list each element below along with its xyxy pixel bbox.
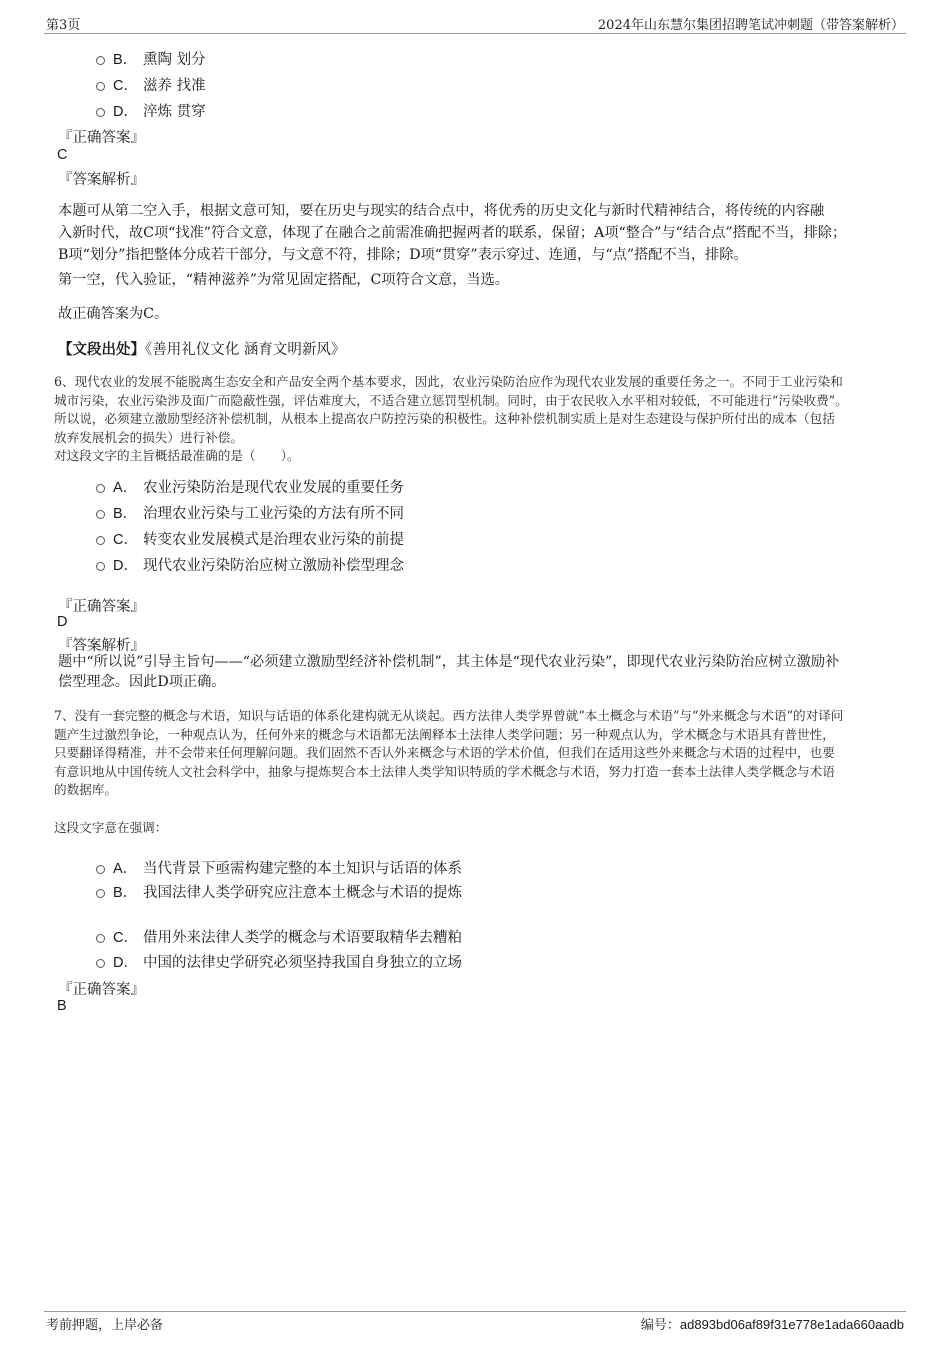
option-text: 中国的法律史学研究必须坚持我国自身独立的立场 bbox=[143, 955, 462, 971]
q5-option-b[interactable] bbox=[96, 48, 206, 69]
text-line: 有意识地从中国传统人文社会科学中，抽象与提炼契合本土法律人类学知识特质的学术概念与术语，努力打造一套本土法律人类学概念与术语 bbox=[54, 763, 835, 779]
q6-answer: D bbox=[57, 614, 68, 630]
q5-answer-label: 『正确答案』 bbox=[58, 130, 145, 146]
q5-analysis-label: 『答案解析』 bbox=[58, 172, 145, 188]
option-letter: C． bbox=[113, 532, 138, 548]
option-text: 转变农业发展模式是治理农业污染的前提 bbox=[143, 532, 404, 548]
option-letter: A． bbox=[113, 480, 138, 496]
option-text: 熏陶 划分 bbox=[143, 52, 206, 68]
radio-icon[interactable] bbox=[96, 484, 105, 493]
radio-icon[interactable] bbox=[96, 510, 105, 519]
q5-analysis-paragraph-2: 第一空，代入验证，“精神滋养”为常见固定搭配，C项符合文意，当选。 bbox=[58, 272, 509, 288]
q7-option-c[interactable] bbox=[96, 926, 462, 947]
q7-option-d[interactable] bbox=[96, 951, 462, 972]
option-text: 现代农业污染防治应树立激励补偿型理念 bbox=[143, 558, 404, 574]
q5-option-d[interactable] bbox=[96, 100, 206, 121]
q5-analysis-paragraph-3: 故正确答案为C。 bbox=[58, 306, 169, 322]
q5-option-c[interactable] bbox=[96, 74, 206, 95]
q5-answer: C bbox=[57, 147, 68, 163]
q6-analysis bbox=[58, 652, 898, 692]
code-value: ad893bd06af89f31e778e1ada660aadb bbox=[679, 1317, 904, 1332]
radio-icon[interactable] bbox=[96, 108, 105, 117]
option-letter: B． bbox=[113, 506, 138, 522]
text-line: 本题可从第二空入手，根据文意可知，要在历史与现实的结合点中，将优秀的历史文化与新时代精神结合，将传统的内容融 bbox=[58, 203, 825, 219]
radio-icon[interactable] bbox=[96, 934, 105, 943]
text-line: 7、没有一套完整的概念与术语，知识与话语的体系化建构就无从谈起。西方法律人类学界曾就“本土概念与术语”与“外来概念与术语”的对译问 bbox=[54, 708, 844, 723]
text-line: 6、现代农业的发展不能脱离生态安全和产品安全两个基本要求，因此，农业污染防治应作为现代农业发展的重要任务之一。不同于工业污染和 bbox=[54, 374, 843, 389]
option-letter: D． bbox=[113, 104, 138, 120]
option-text: 当代背景下亟需构建完整的本土知识与话语的体系 bbox=[143, 861, 462, 877]
option-text: 治理农业污染与工业污染的方法有所不同 bbox=[143, 506, 404, 522]
option-letter: C． bbox=[113, 930, 138, 946]
option-letter: B． bbox=[113, 885, 138, 901]
option-text: 借用外来法律人类学的概念与术语要取精华去糟粕 bbox=[143, 930, 462, 946]
source-label: 【文段出处】 bbox=[58, 341, 145, 358]
text-line: 的数据库。 bbox=[54, 782, 117, 797]
option-text: 我国法律人类学研究应注意本土概念与术语的提炼 bbox=[143, 885, 462, 901]
option-letter: D． bbox=[113, 955, 138, 971]
text-line: 城市污染，农业污染涉及面广而隐蔽性强，评估难度大，不适合建立惩罚型机制。同时，由于农民收入水平相对较低，不可能进行“污染收费”。 bbox=[54, 392, 848, 408]
option-text: 滋养 找准 bbox=[143, 78, 206, 94]
q6-answer-label: 『正确答案』 bbox=[58, 599, 145, 615]
q7-stem bbox=[54, 707, 900, 800]
footer-slogan: 考前押题，上岸必备 bbox=[46, 1318, 164, 1333]
radio-icon[interactable] bbox=[96, 562, 105, 571]
radio-icon[interactable] bbox=[96, 536, 105, 545]
option-letter: D． bbox=[113, 558, 138, 574]
q7-answer-label: 『正确答案』 bbox=[58, 982, 145, 998]
q6-stem bbox=[54, 373, 900, 466]
q7-answer: B bbox=[57, 998, 67, 1014]
option-letter: B． bbox=[113, 52, 138, 68]
radio-icon[interactable] bbox=[96, 865, 105, 874]
text-line: 偿型理念。因此D项正确。 bbox=[58, 674, 226, 690]
code-label: 编号： bbox=[640, 1318, 680, 1333]
header-divider bbox=[44, 33, 906, 34]
page-number: 第3页 bbox=[46, 18, 81, 33]
source-title: 《善用礼仪文化 涵育文明新风》 bbox=[145, 342, 346, 358]
radio-icon[interactable] bbox=[96, 56, 105, 65]
text-line: 所以说，必须建立激励型经济补偿机制，从根本上提高农户防控污染的积极性。这种补偿机制实质上是对生态建设与保护所付出的成本（包括 bbox=[54, 411, 835, 426]
q7-option-b[interactable] bbox=[96, 881, 462, 902]
radio-icon[interactable] bbox=[96, 889, 105, 898]
radio-icon[interactable] bbox=[96, 82, 105, 91]
option-letter: C． bbox=[113, 78, 138, 94]
q6-option-d[interactable] bbox=[96, 554, 404, 575]
option-text: 农业污染防治是现代农业发展的重要任务 bbox=[143, 480, 404, 496]
footer-divider bbox=[44, 1311, 906, 1312]
text-line: B项“划分”指把整体分成若干部分，与文意不符，排除；D项“贯穿”表示穿过、连通，与“点”搭配不当，排除。 bbox=[58, 247, 748, 263]
text-line: 对这段文字的主旨概括最准确的是（ ）。 bbox=[54, 448, 300, 463]
q5-source bbox=[58, 338, 345, 359]
q6-option-a[interactable] bbox=[96, 476, 404, 497]
document-code bbox=[641, 1314, 904, 1333]
option-text: 淬炼 贯穿 bbox=[143, 104, 206, 120]
q6-option-b[interactable] bbox=[96, 502, 404, 523]
radio-icon[interactable] bbox=[96, 959, 105, 968]
document-title: 2024年山东慧尔集团招聘笔试冲刺题（带答案解析） bbox=[597, 18, 904, 33]
text-line: 入新时代，故C项“找准”符合文意，体现了在融合之前需准确把握两者的联系，保留；A项“整合”与“结合点”搭配不当，排除； bbox=[58, 225, 847, 241]
q6-analysis-label: 『答案解析』 bbox=[58, 638, 145, 654]
text-line: 题中“所以说”引导主旨句——“必须建立激励型经济补偿机制”，其主体是“现代农业污染”，即现代农业污染防治应树立激励补 bbox=[58, 654, 840, 670]
q7-option-a[interactable] bbox=[96, 857, 462, 878]
q5-analysis-paragraph-1 bbox=[58, 200, 898, 266]
text-line: 题产生过激烈争论，一种观点认为，任何外来的概念与术语都无法阐释本土法律人类学问题；另一种观点认为，学术概念与术语具有普世性， bbox=[54, 726, 835, 742]
text-line: 放弃发展机会的损失）进行补偿。 bbox=[54, 429, 243, 445]
q7-prompt: 这段文字意在强调： bbox=[54, 820, 168, 835]
option-letter: A． bbox=[113, 861, 138, 877]
text-line: 只要翻译得精准，并不会带来任何理解问题。我们固然不否认外来概念与术语的学术价值，但我们在适用这些外来概念与术语的过程中，也要 bbox=[54, 745, 835, 760]
q6-option-c[interactable] bbox=[96, 528, 404, 549]
